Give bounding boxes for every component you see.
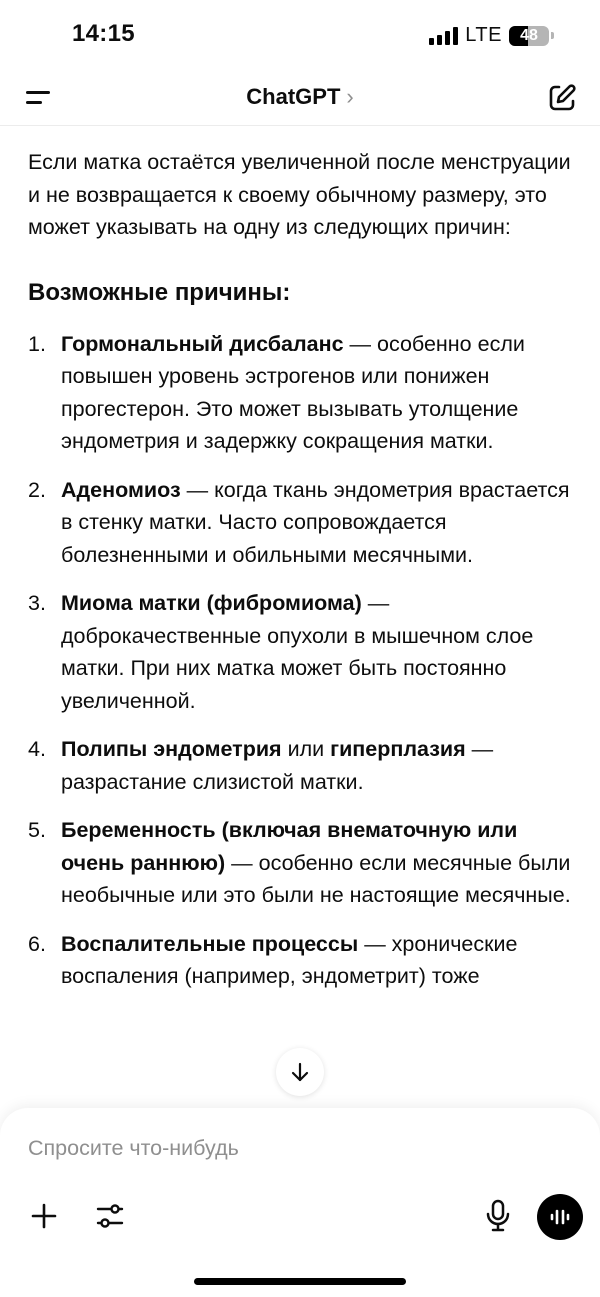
voice-waveform-icon bbox=[548, 1205, 572, 1229]
list-item-title: Гормональный дисбаланс bbox=[61, 331, 344, 356]
list-item-text: — хронические воспаления (например, эндометрит) тоже bbox=[61, 931, 518, 988]
status-indicators bbox=[429, 24, 554, 47]
list-number: 5. bbox=[28, 818, 46, 842]
battery-icon bbox=[509, 26, 549, 46]
causes-list bbox=[28, 328, 576, 993]
attach-button[interactable] bbox=[28, 1200, 60, 1232]
list-item bbox=[28, 814, 576, 912]
tools-button[interactable] bbox=[94, 1200, 126, 1232]
list-item bbox=[28, 733, 576, 798]
list-number: 2. bbox=[28, 477, 46, 502]
list-item-title: Полипы эндометрия bbox=[61, 737, 282, 761]
new-chat-edit-icon bbox=[546, 82, 578, 114]
list-item-text: — доброкачественные опухоли в мышечном слое матки. При них матка может быть постоянно увеличенной. bbox=[61, 591, 534, 713]
status-time: 14:15 bbox=[72, 20, 135, 47]
voice-mode-button[interactable] bbox=[537, 1194, 583, 1240]
list-item bbox=[28, 328, 576, 458]
list-number: 3. bbox=[28, 591, 46, 615]
message-intro: Если матка остаётся увеличенной после менструации и не возвращается к своему обычному размеру, это может указывать на одну из следующих причин: bbox=[28, 150, 571, 239]
list-item-title: Аденомиоз bbox=[61, 477, 181, 502]
message-composer bbox=[0, 1108, 600, 1297]
app-header bbox=[0, 70, 600, 126]
battery-level: 48 bbox=[520, 26, 538, 44]
list-item-text: — когда ткань эндометрия врастается в стенку матки. Часто сопровождается болезненными и обильными месячными. bbox=[61, 477, 570, 567]
battery-cap bbox=[551, 32, 554, 39]
status-bar bbox=[0, 0, 600, 70]
list-item-text: — разрастание слизистой матки. bbox=[61, 737, 494, 794]
chevron-right-icon: › bbox=[346, 84, 354, 109]
list-item-title: Беременность (включая внематочную или очень раннюю) bbox=[61, 818, 518, 875]
model-selector[interactable] bbox=[0, 84, 600, 110]
cellular-signal-icon bbox=[429, 27, 458, 45]
assistant-message bbox=[28, 146, 576, 1009]
new-chat-button[interactable] bbox=[546, 82, 578, 114]
dictate-button[interactable] bbox=[482, 1198, 514, 1234]
arrow-down-icon bbox=[289, 1061, 311, 1083]
list-item-title: Миома матки (фибромиома) bbox=[61, 591, 362, 615]
home-indicator[interactable] bbox=[194, 1278, 406, 1285]
list-item bbox=[28, 474, 576, 572]
section-heading: Возможные причины: bbox=[28, 278, 291, 306]
list-item bbox=[28, 587, 576, 717]
list-item bbox=[28, 928, 576, 993]
list-number: 6. bbox=[28, 931, 46, 956]
list-item-title-secondary: гиперплазия bbox=[330, 737, 466, 761]
scroll-to-bottom-button[interactable] bbox=[276, 1048, 324, 1096]
plus-icon bbox=[30, 1202, 58, 1230]
page-title: ChatGPT bbox=[246, 84, 341, 109]
list-number: 4. bbox=[28, 737, 46, 761]
list-number: 1. bbox=[28, 331, 46, 356]
list-item-connector: или bbox=[281, 737, 331, 761]
sliders-icon bbox=[95, 1201, 125, 1231]
list-item-text: — особенно если месячные были необычные или это были не настоящие месячные. bbox=[61, 850, 571, 907]
message-input[interactable] bbox=[28, 1136, 568, 1161]
microphone-icon bbox=[484, 1199, 512, 1233]
list-item-text: — особенно если повышен уровень эстрогенов или понижен прогестерон. Это может вызывать утолщение эндометрия и задержку сокращения матки. bbox=[61, 331, 525, 453]
list-item-title: Воспалительные процессы bbox=[61, 931, 359, 956]
network-type: LTE bbox=[465, 24, 502, 46]
